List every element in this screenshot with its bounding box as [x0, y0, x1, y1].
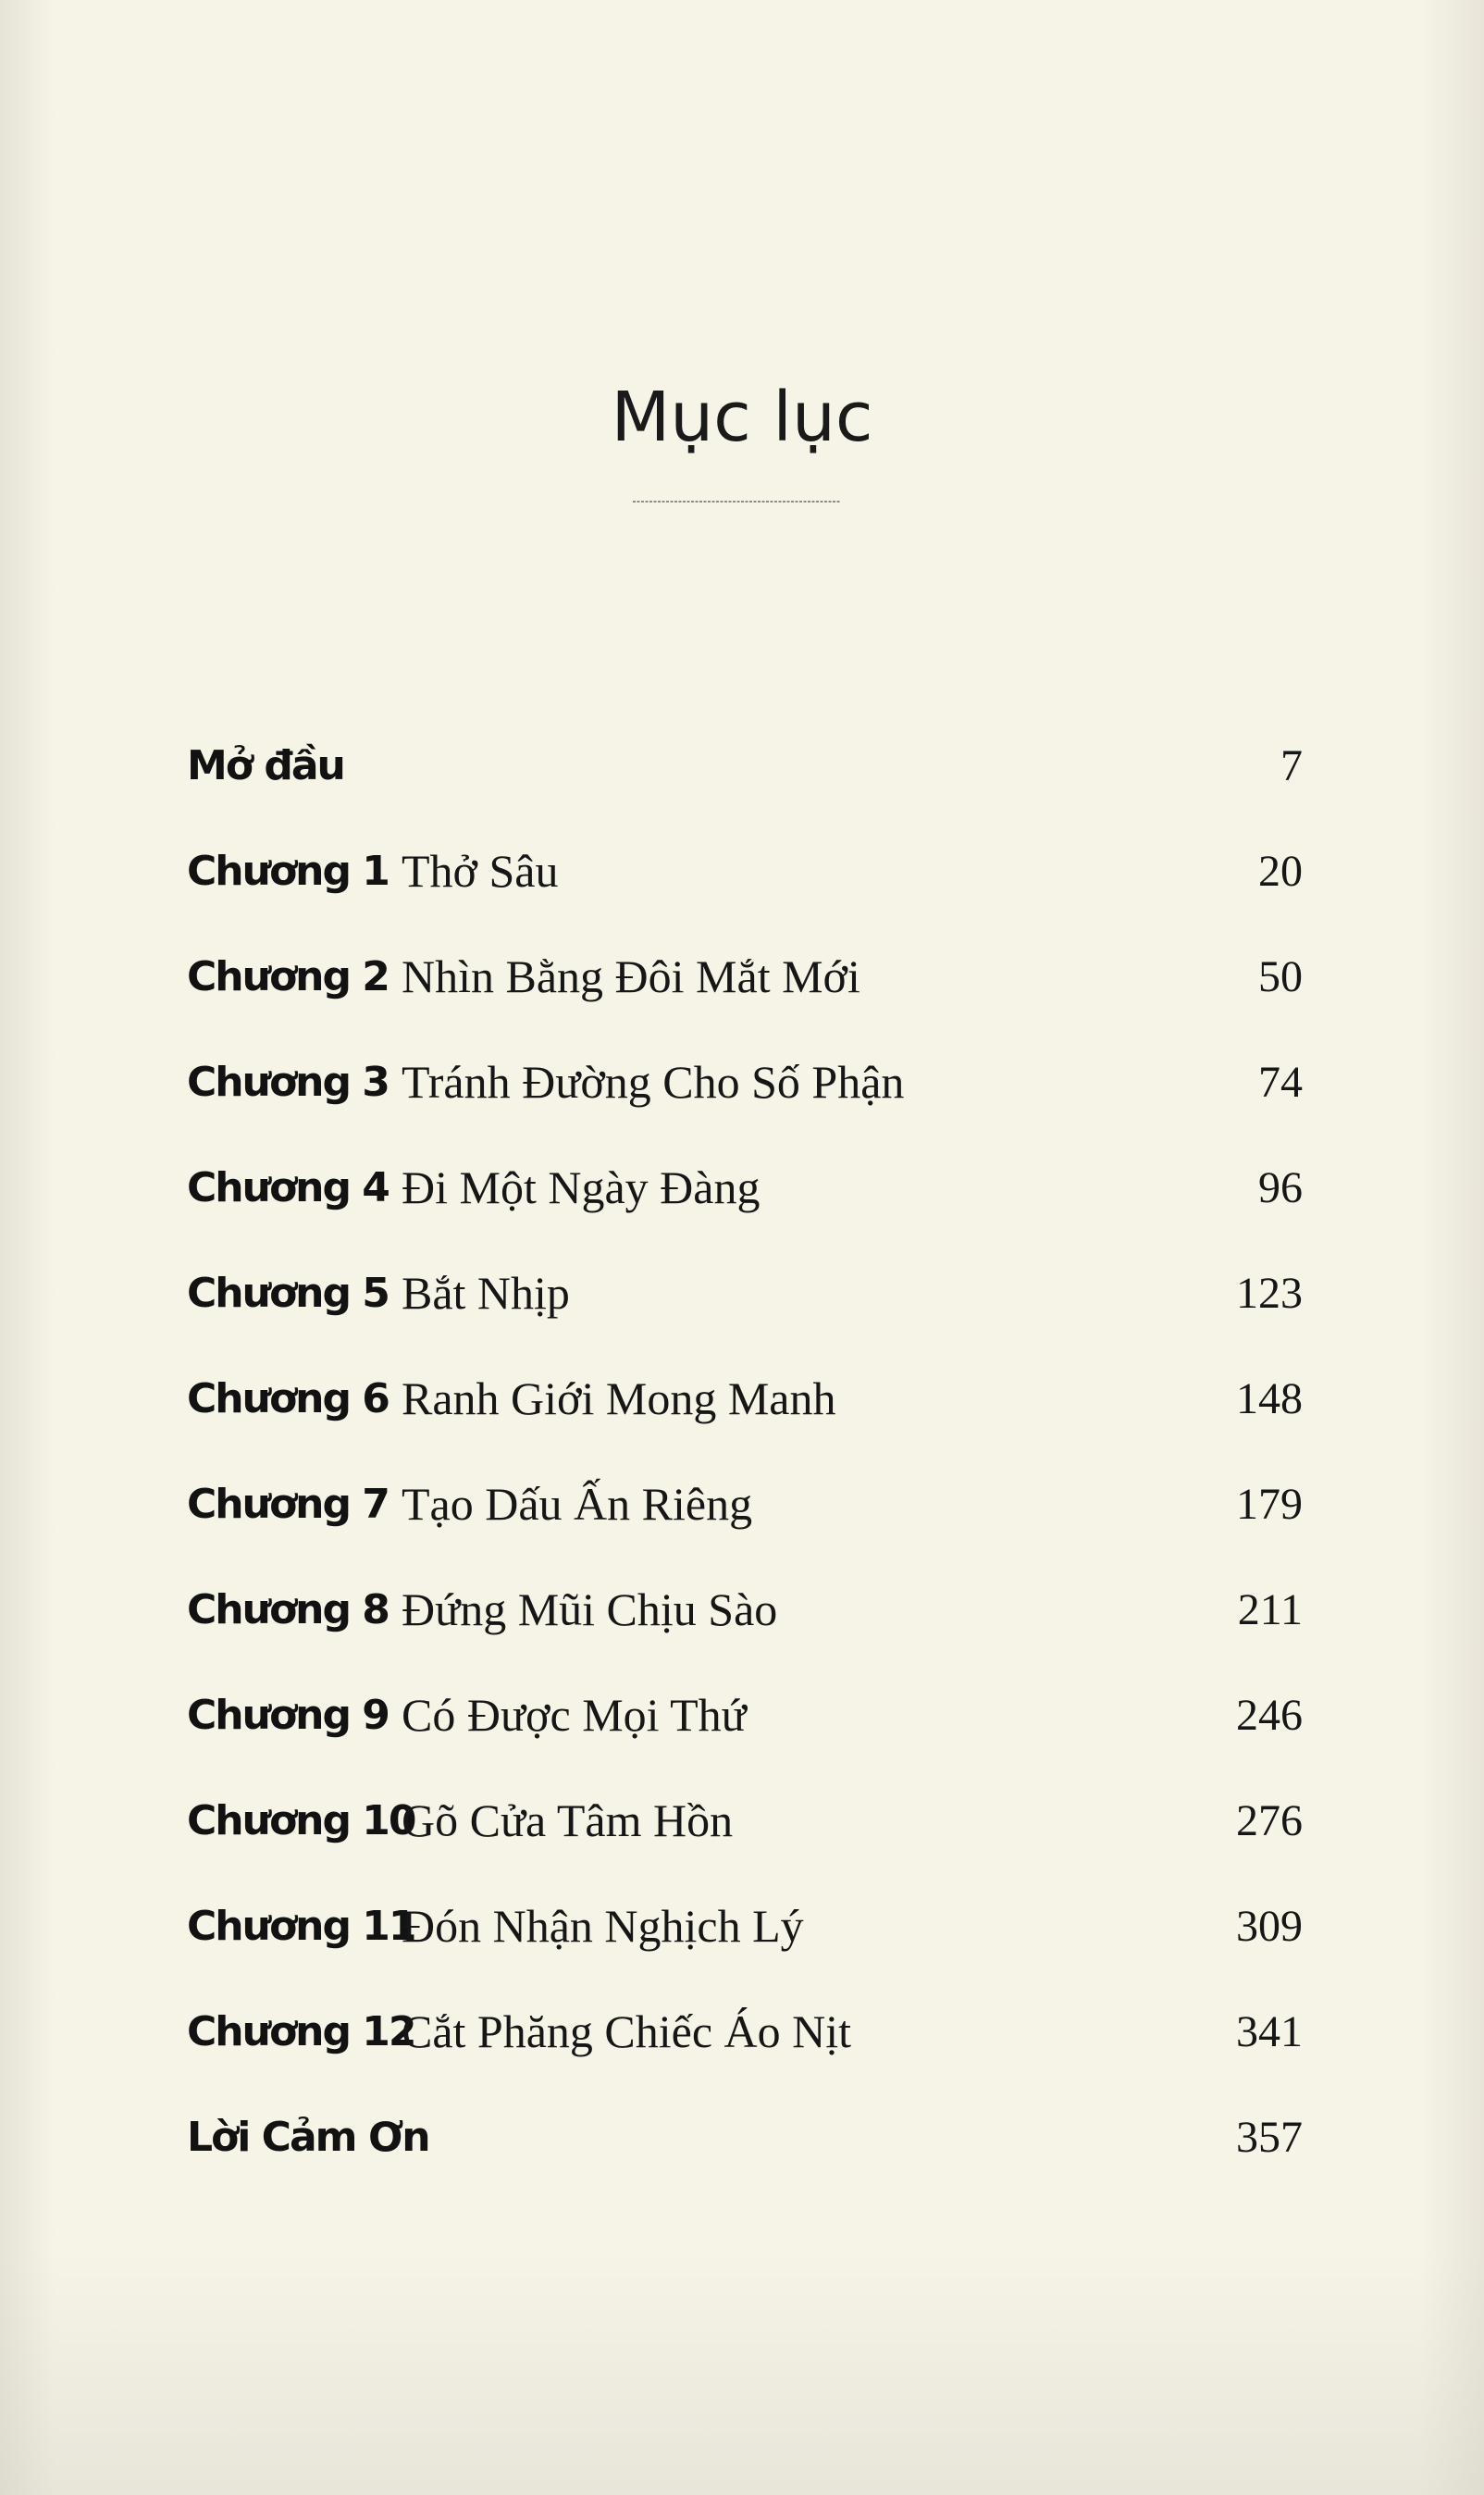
- toc-entry-label: Chương 10: [187, 1796, 415, 1844]
- toc-entry-label: Chương 11: [187, 1902, 415, 1950]
- toc-entry-chapter-5[interactable]: [187, 1240, 1303, 1346]
- toc-entry-page: 74: [1258, 1057, 1303, 1107]
- toc-entry-page: 246: [1236, 1690, 1303, 1740]
- toc-entry-page: 96: [1258, 1162, 1303, 1212]
- toc-entry-label: Chương 2: [187, 952, 389, 1000]
- toc-entry-chapter-7[interactable]: [187, 1451, 1303, 1557]
- toc-entry-label: Chương 6: [187, 1374, 389, 1422]
- toc-entry-chapter-4[interactable]: [187, 1135, 1303, 1240]
- toc-entry-label: Chương 4: [187, 1163, 389, 1211]
- toc-entry-label: Lời Cảm Ơn: [187, 2113, 429, 2161]
- toc-entry-title: Ranh Giới Mong Manh: [402, 1372, 836, 1424]
- toc-entry-page: 179: [1236, 1479, 1303, 1529]
- toc-entry-chapter-2[interactable]: [187, 924, 1303, 1029]
- toc-entry-page: 341: [1236, 2006, 1303, 2056]
- page-shadow-right: [1419, 0, 1484, 2495]
- toc-entry-page: 357: [1236, 2112, 1303, 2162]
- toc-entry-title: Thở Sâu: [402, 845, 559, 897]
- toc-entry-intro[interactable]: [187, 713, 1303, 818]
- toc-entry-label: Chương 12: [187, 2007, 415, 2055]
- toc-entry-page: 309: [1236, 1901, 1303, 1951]
- toc-entry-acknowledgements[interactable]: [187, 2084, 1303, 2190]
- toc-entry-label: Chương 3: [187, 1058, 389, 1106]
- toc-entry-title: Tạo Dấu Ấn Riêng: [402, 1478, 753, 1530]
- toc-entry-title: Gõ Cửa Tâm Hồn: [402, 1794, 734, 1846]
- toc-entry-label: Chương 7: [187, 1480, 389, 1528]
- toc-entry-title: Đón Nhận Nghịch Lý: [402, 1900, 804, 1952]
- toc-entry-label: Mở đầu: [187, 741, 344, 789]
- toc-entry-label: Chương 1: [187, 847, 389, 895]
- toc-entry-page: 20: [1258, 846, 1303, 896]
- toc-entry-title: Bắt Nhịp: [402, 1267, 570, 1319]
- toc-entry-chapter-12[interactable]: [187, 1979, 1303, 2084]
- toc-entry-title: Đứng Mũi Chịu Sào: [402, 1583, 778, 1635]
- toc-entry-chapter-1[interactable]: [187, 818, 1303, 924]
- toc-entry-title: Đi Một Ngày Đàng: [402, 1161, 761, 1213]
- toc-entry-page: 7: [1280, 740, 1303, 790]
- toc-entry-chapter-8[interactable]: [187, 1557, 1303, 1662]
- page-title: Mục lục: [611, 378, 873, 457]
- toc-entry-chapter-10[interactable]: [187, 1768, 1303, 1873]
- toc-entry-label: Chương 9: [187, 1691, 389, 1739]
- toc-entry-title: Nhìn Bằng Đôi Mắt Mới: [402, 950, 860, 1002]
- toc-entry-page: 148: [1236, 1373, 1303, 1423]
- page-shadow-bottom: [0, 2254, 1484, 2495]
- toc-entry-title: Tránh Đường Cho Số Phận: [402, 1056, 905, 1108]
- toc-entry-label: Chương 5: [187, 1269, 389, 1317]
- toc-entry-title: Cắt Phăng Chiếc Áo Nịt: [402, 2005, 852, 2057]
- toc-entry-chapter-6[interactable]: [187, 1346, 1303, 1451]
- toc-entry-chapter-9[interactable]: [187, 1662, 1303, 1768]
- title-ornament-divider: [633, 500, 840, 503]
- toc-entry-page: 211: [1237, 1584, 1303, 1634]
- toc-entry-chapter-11[interactable]: [187, 1873, 1303, 1979]
- toc-entry-title: Có Được Mọi Thứ: [402, 1689, 747, 1741]
- toc-entry-page: 123: [1236, 1268, 1303, 1318]
- toc-entry-page: 50: [1258, 951, 1303, 1001]
- toc-entry-label: Chương 8: [187, 1585, 389, 1633]
- page-shadow-left: [0, 0, 56, 2495]
- toc-entry-chapter-3[interactable]: [187, 1029, 1303, 1135]
- toc-entry-page: 276: [1236, 1795, 1303, 1845]
- table-of-contents: [187, 713, 1303, 2190]
